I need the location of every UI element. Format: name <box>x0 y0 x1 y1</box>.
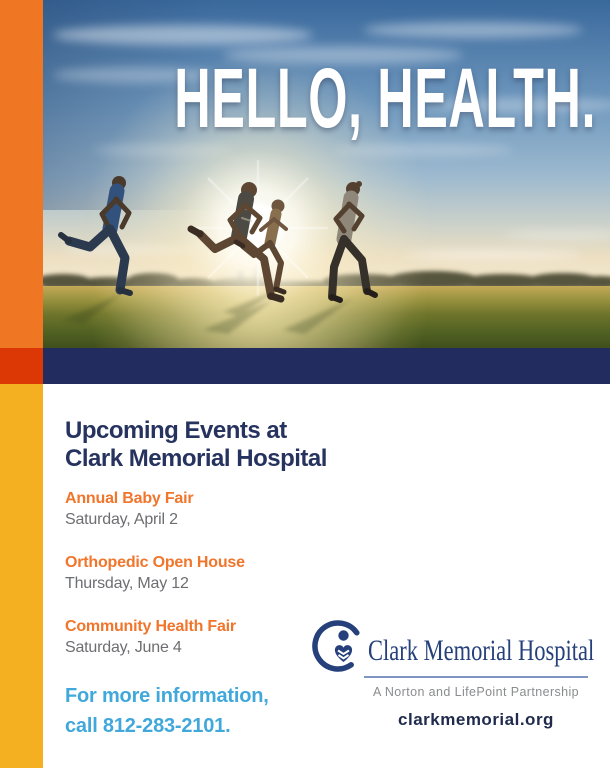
logo-divider <box>364 676 588 678</box>
event-item <box>65 616 245 658</box>
divider-bar-navy <box>43 348 610 384</box>
event-date: Saturday, April 2 <box>65 511 178 528</box>
logo-tagline: A Norton and LifePoint Partnership <box>372 685 580 699</box>
event-item <box>65 488 245 530</box>
event-name: Community Health Fair <box>65 618 236 635</box>
event-item <box>65 552 245 594</box>
event-name: Orthopedic Open House <box>65 554 245 571</box>
events-heading <box>65 417 327 473</box>
events-heading-line2: Clark Memorial Hospital <box>65 445 327 472</box>
contact-line1: For more information, <box>65 685 269 707</box>
hero-photo <box>43 0 610 348</box>
event-date: Thursday, May 12 <box>65 575 189 592</box>
person-heart-crescent-icon <box>312 618 368 674</box>
logo-hospital-name: Clark Memorial Hospital <box>368 634 595 667</box>
event-name: Annual Baby Fair <box>65 490 194 507</box>
events-heading-line1: Upcoming Events at <box>65 417 287 444</box>
hero-title: HELLO, HEALTH. <box>174 51 596 145</box>
contact-info <box>65 681 269 741</box>
event-date: Saturday, June 4 <box>65 639 182 656</box>
accent-bar-orange <box>0 0 43 348</box>
phone-number: call 812-283-2101. <box>65 715 231 737</box>
accent-bar-yellow <box>0 384 43 768</box>
events-list <box>65 488 245 680</box>
accent-bar-red <box>0 348 43 384</box>
logo-website: clarkmemorial.org <box>398 710 554 729</box>
